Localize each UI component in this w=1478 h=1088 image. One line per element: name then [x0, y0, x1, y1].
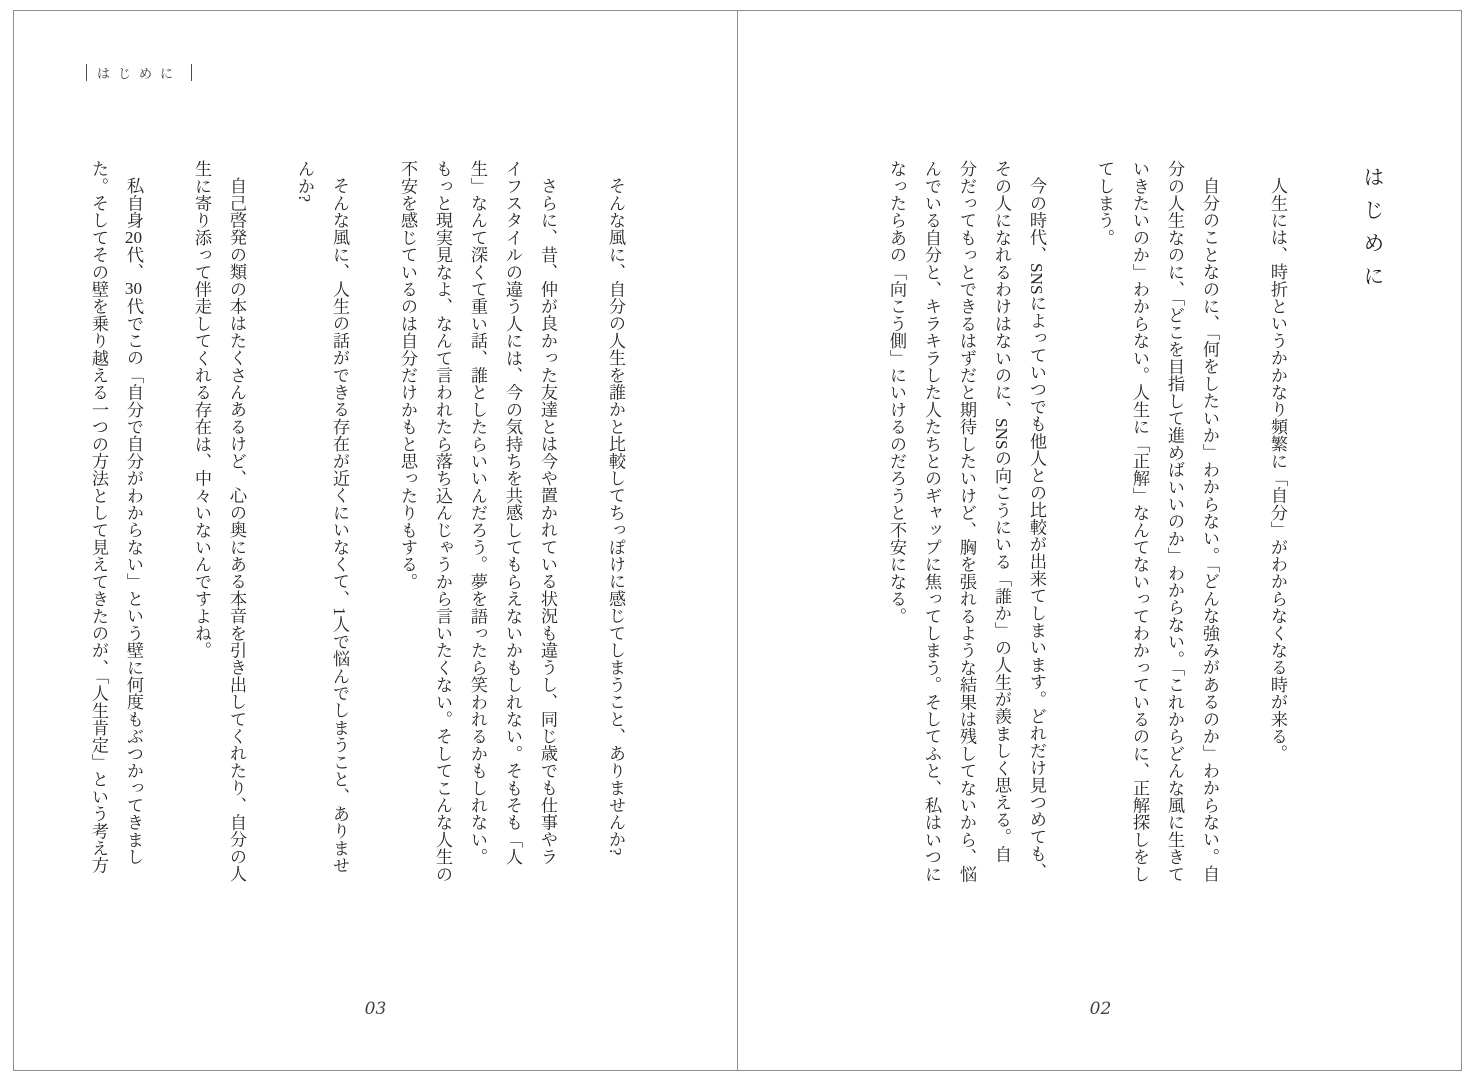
body-paragraphs-right [879, 160, 1295, 904]
page-right [738, 11, 1463, 1070]
page-left [14, 11, 737, 1070]
tate-chu-yoko-digits: 30 [124, 280, 143, 298]
body-text-left [81, 160, 633, 904]
running-head-bar-right [191, 64, 192, 81]
body-text-right [879, 160, 1390, 904]
page-number-left: 03 [364, 999, 387, 1019]
running-head-text: はじめに [97, 66, 182, 81]
tate-chu-yoko-digits: 20 [124, 228, 143, 246]
chapter-title: はじめに [1361, 166, 1385, 298]
page-number-right: 02 [1089, 999, 1112, 1019]
paragraph: 自己啓発の類の本はたくさんあるけど、心の奥にある本音を引き出してくれたり、自分の人 生に寄り添って伴走してくれる存在は、中々いないんですよね。 [192, 160, 246, 883]
running-head [86, 63, 192, 82]
center-divider [737, 11, 738, 1070]
paragraph: 人生には、時折というかかなり頻繁に「自分」がわからなくなる時が来る。 [1268, 177, 1287, 762]
paragraph: さらに、昔、仲が良かった友達とは今や置かれている状況も違うし、同じ歳でも仕事やラ イフスタイルの違う人には、今の気持ちを共感してもらえないかもしれない。そもそも「人 生」なんて深くて重い話、誰としたらいいんだろう。夢を語ったら笑われるかもしれない。 もっと現実見なよ、なんて言われたら落ち込んじゃうから言いたくない。そしてこんな人生の 不安を感じているのは自分だけかもと思ったりもする。 [398, 160, 557, 883]
paragraph: 自分のことなのに、「何をしたいか」わからない。「どんな強みがあるのか」わからない。自 分の人生なのに、「どこを目指して進めばいいのか」わからない。「これからどんな風に生きて いきたいのか」わからない。人生に「正解」なんてないってわかっているのに、正解探しをし てしまう。 [1095, 160, 1219, 883]
paragraph: 私自身20代、30代でこの「自分で自分がわからない」という壁に何度もぶつかってきまし た。そしてその壁を乗り越える一つの方法として見えてきたのが、「人生肯定」という考え方 [89, 160, 143, 874]
paragraph: そんな風に、自分の人生を誰かと比較してちっぽけに感じてしまうこと、ありませんか? [606, 177, 625, 856]
paragraph: 今の時代、SNSによっていつでも他人との比較が出来てしまいます。どれだけ見つめても、 その人になれるわけはないのに、SNSの向こうにいる「誰か」の人生が羨ましく思える。自 分だってもっとできるはずだと期待したいけど、胸を張れるような結果は残してないから、悩 んでいる自分と、キラキラした人たちとのギャップに焦ってしまう。そしてふと、私はいつに なったらあの「向こう側」にいけるのだろうと不安になる。 [887, 160, 1046, 883]
running-head-bar-left [86, 64, 87, 81]
paragraph: そんな風に、人生の話ができる存在が近くにいなくて、1人で悩んでしまうこと、ありませ んか? [295, 160, 349, 874]
page-border [13, 10, 1462, 1071]
